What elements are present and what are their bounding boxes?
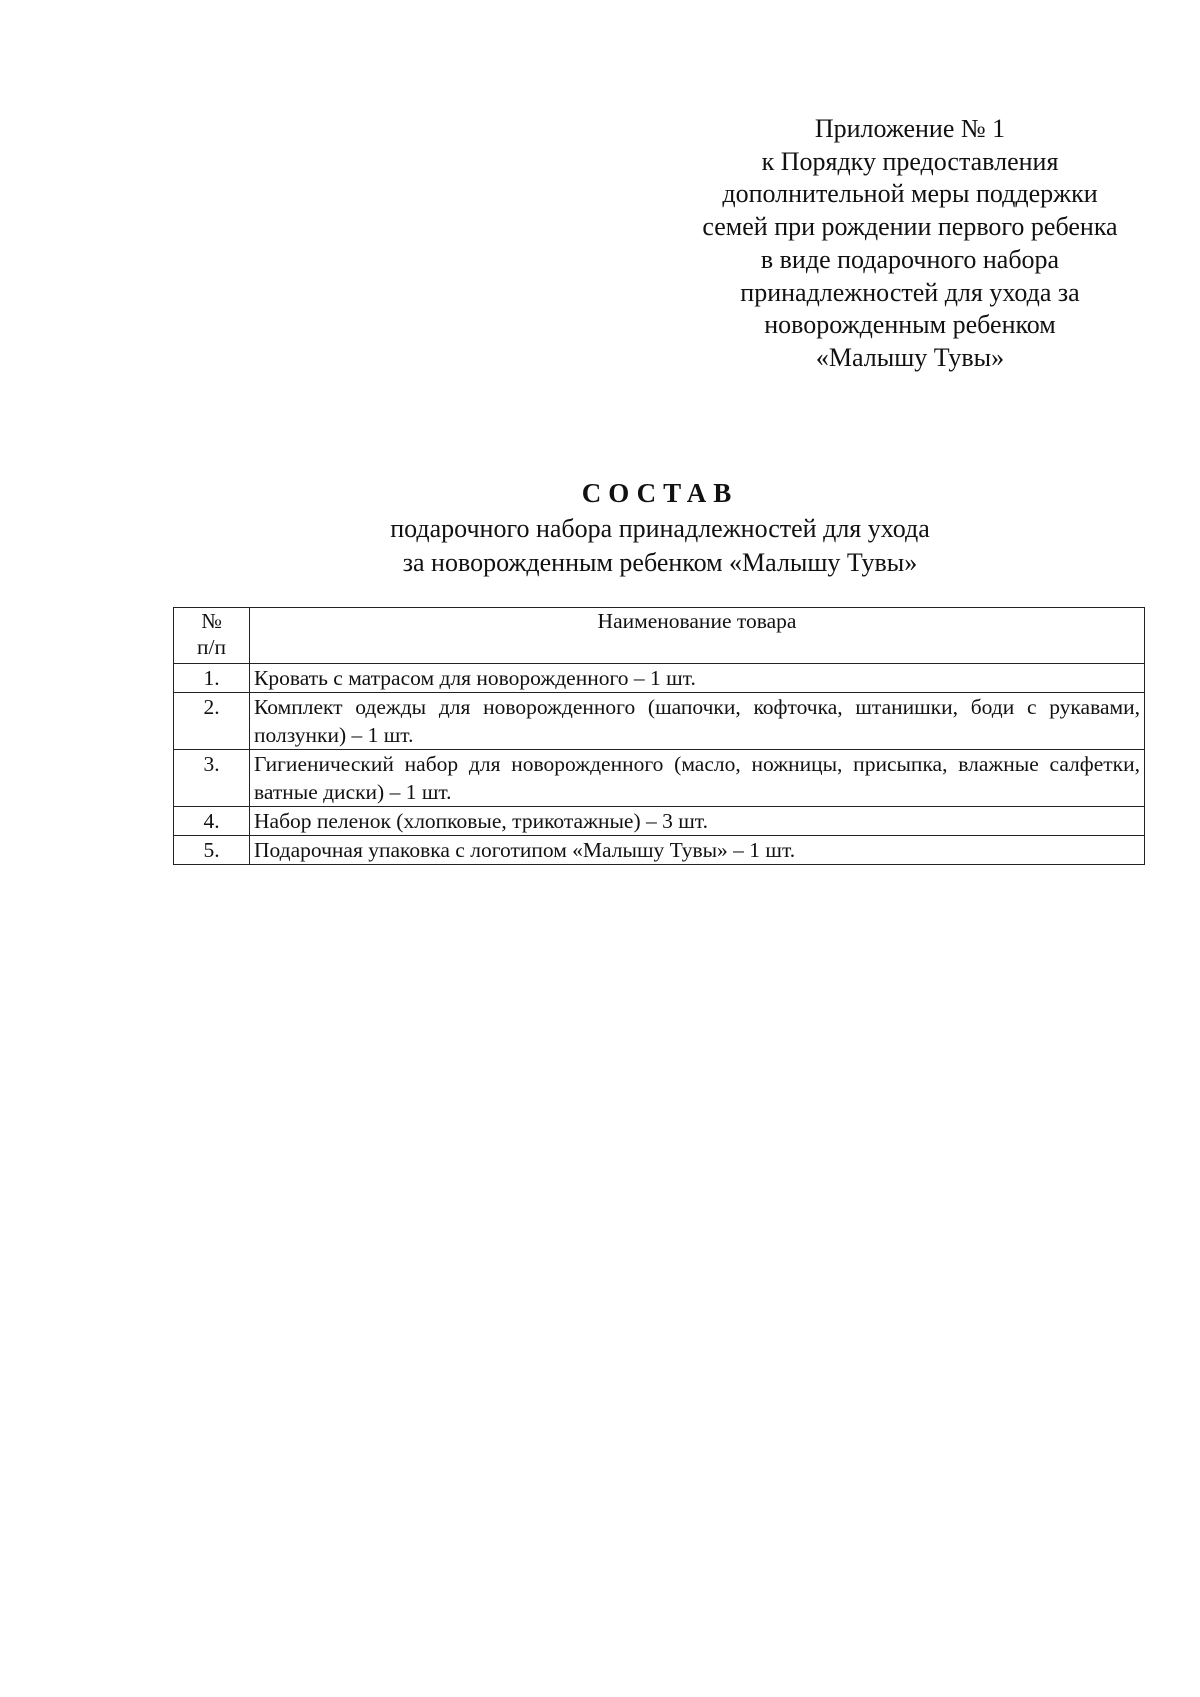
row-item-name: Кровать с матрасом для новорожденного – 1 шт. (250, 664, 1145, 693)
appendix-line: семей при рождении первого ребенка (702, 212, 1118, 242)
row-number: 2. (174, 693, 250, 750)
row-number: 4. (174, 807, 250, 836)
items-table (173, 607, 1145, 865)
document-title: СОСТАВ (581, 478, 739, 508)
appendix-line: Приложение № 1 (814, 114, 1006, 143)
document-subtitle (300, 512, 1020, 580)
subtitle-line: за новорожденным ребенком «Малышу Тувы» (402, 548, 918, 577)
appendix-line: «Малышу Тувы» (815, 342, 1005, 372)
appendix-line: новорожденным ребенком (764, 310, 1056, 340)
table-row (174, 807, 1145, 836)
column-header-number (174, 608, 250, 664)
row-number: 3. (174, 750, 250, 807)
subtitle-line: подарочного набора принадлежностей для ухода (390, 514, 930, 543)
row-number: 1. (174, 664, 250, 693)
row-item-name: Подарочная упаковка с логотипом «Малышу Тувы» – 1 шт. (250, 836, 1145, 865)
appendix-line: принадлежностей для ухода за (740, 277, 1080, 307)
row-number: 5. (174, 836, 250, 865)
column-header-number-line1: № (201, 609, 222, 633)
appendix-block (680, 113, 1140, 375)
table-row (174, 664, 1145, 693)
table-header-row (174, 608, 1145, 664)
table-row (174, 836, 1145, 865)
appendix-line: к Порядку предоставления (761, 146, 1059, 176)
row-item-name: Комплект одежды для новорожденного (шапочки, кофточка, штанишки, боди с рукавами, ползунки) – 1 шт. (250, 693, 1145, 750)
table-row (174, 693, 1145, 750)
row-item-name: Гигиенический набор для новорожденного (масло, ножницы, присыпка, влажные салфетки, ватные диски) – 1 шт. (250, 750, 1145, 807)
column-header-number-line2: п/п (197, 635, 226, 659)
appendix-line: в виде подарочного набора (760, 244, 1060, 274)
column-header-name: Наименование товара (250, 608, 1145, 664)
appendix-line: дополнительной меры поддержки (722, 179, 1098, 209)
row-item-name: Набор пеленок (хлопковые, трикотажные) – 3 шт. (250, 807, 1145, 836)
table-row (174, 750, 1145, 807)
